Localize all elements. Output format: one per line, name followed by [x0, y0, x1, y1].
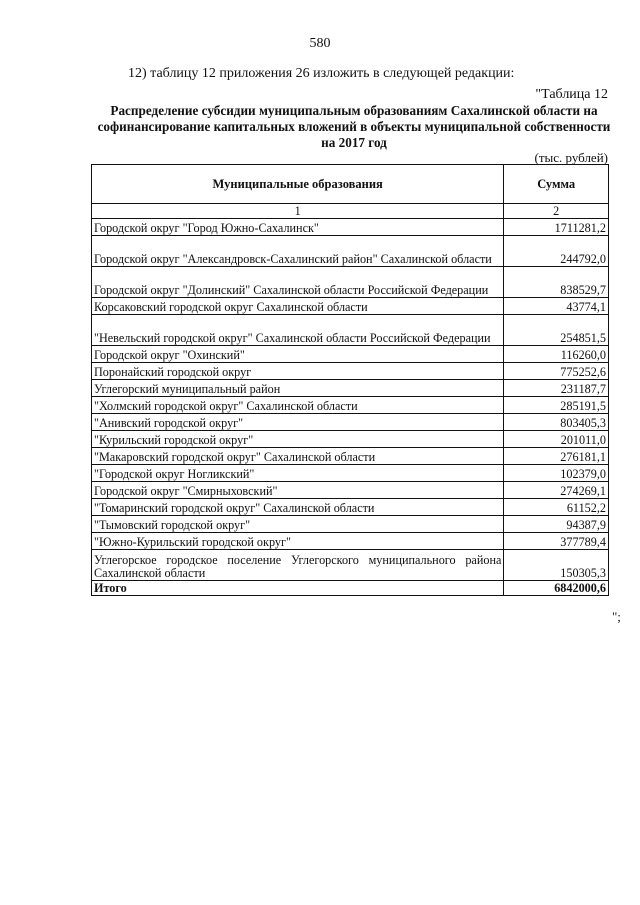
municipality-name: "Томаринский городской округ" Сахалинской области — [92, 499, 504, 516]
subsidy-sum: 254851,5 — [504, 315, 609, 346]
title-line: софинансирование капитальных вложений в объекты муниципальной собственности — [97, 119, 611, 134]
subsidy-sum: 775252,6 — [504, 363, 609, 380]
municipality-name: "Анивский городской округ" — [92, 414, 504, 431]
municipality-name: "Курильский городской округ" — [92, 431, 504, 448]
title-line: Распределение субсидии муниципальным образованиям Сахалинской области на — [110, 103, 598, 118]
subsidy-sum: 116260,0 — [504, 346, 609, 363]
subsidy-sum: 61152,2 — [504, 499, 609, 516]
table-row — [92, 499, 609, 516]
table-row — [92, 380, 609, 397]
table-row — [92, 397, 609, 414]
table-row — [92, 550, 609, 581]
table-row — [92, 482, 609, 499]
table-row — [92, 516, 609, 533]
subsidy-sum: 274269,1 — [504, 482, 609, 499]
table-row — [92, 533, 609, 550]
table-row — [92, 298, 609, 315]
unit-label: (тыс. рублей) — [534, 150, 608, 165]
table-row — [92, 219, 609, 236]
header-name: Муниципальные образования — [92, 165, 504, 204]
subsidy-sum: 244792,0 — [504, 236, 609, 267]
total-sum: 6842000,6 — [504, 581, 609, 596]
title-line: на 2017 год — [321, 135, 387, 150]
table-row — [92, 346, 609, 363]
municipality-name: Городской округ "Александровск-Сахалинский район" Сахалинской области — [92, 236, 504, 267]
table-row — [92, 414, 609, 431]
subsidy-sum: 150305,3 — [504, 550, 609, 581]
subsidy-sum: 276181,1 — [504, 448, 609, 465]
subsidy-sum: 285191,5 — [504, 397, 609, 414]
table-title — [94, 103, 614, 151]
municipality-name: "Тымовский городской округ" — [92, 516, 504, 533]
municipality-name: Городской округ "Долинский" Сахалинской области Российской Федерации — [92, 267, 504, 298]
municipality-name: Городской округ "Охинский" — [92, 346, 504, 363]
subsidy-sum: 377789,4 — [504, 533, 609, 550]
table-row — [92, 236, 609, 267]
municipality-name: Корсаковский городской округ Сахалинской области — [92, 298, 504, 315]
table-row — [92, 448, 609, 465]
column-number-row — [92, 204, 609, 219]
municipality-name: "Южно-Курильский городской округ" — [92, 533, 504, 550]
table-label: "Таблица 12 — [535, 87, 608, 102]
subsidy-sum: 231187,7 — [504, 380, 609, 397]
intro-text: 12) таблицу 12 приложения 26 изложить в следующей редакции: — [128, 66, 515, 81]
table-row — [92, 465, 609, 482]
page-number: 580 — [309, 36, 331, 51]
table-row — [92, 315, 609, 346]
municipality-name: Углегорский муниципальный район — [92, 380, 504, 397]
municipality-name: "Макаровский городской округ" Сахалинской области — [92, 448, 504, 465]
municipality-name: Углегорское городское поселение Углегорского муниципального района Сахалинской области — [92, 550, 504, 581]
municipality-name: Поронайский городской округ — [92, 363, 504, 380]
total-row — [92, 581, 609, 596]
table-row — [92, 267, 609, 298]
municipality-name: Городской округ "Город Южно-Сахалинск" — [92, 219, 504, 236]
subsidy-sum: 43774,1 — [504, 298, 609, 315]
table-row — [92, 431, 609, 448]
subsidy-sum: 803405,3 — [504, 414, 609, 431]
subsidy-sum: 94387,9 — [504, 516, 609, 533]
municipality-name: Городской округ "Смирныховский" — [92, 482, 504, 499]
column-number: 1 — [92, 204, 504, 219]
municipality-name: "Невельский городской округ" Сахалинской области Российской Федерации — [92, 315, 504, 346]
header-sum: Сумма — [504, 165, 609, 204]
subsidy-sum: 1711281,2 — [504, 219, 609, 236]
municipality-name: "Городской округ Ногликский" — [92, 465, 504, 482]
total-label: Итого — [92, 581, 504, 596]
column-number: 2 — [504, 204, 609, 219]
subsidy-sum: 838529,7 — [504, 267, 609, 298]
subsidy-sum: 201011,0 — [504, 431, 609, 448]
subsidy-table — [91, 164, 609, 596]
subsidy-sum: 102379,0 — [504, 465, 609, 482]
closing-quote: "; — [612, 609, 621, 624]
municipality-name: "Холмский городской округ" Сахалинской области — [92, 397, 504, 414]
table-row — [92, 363, 609, 380]
